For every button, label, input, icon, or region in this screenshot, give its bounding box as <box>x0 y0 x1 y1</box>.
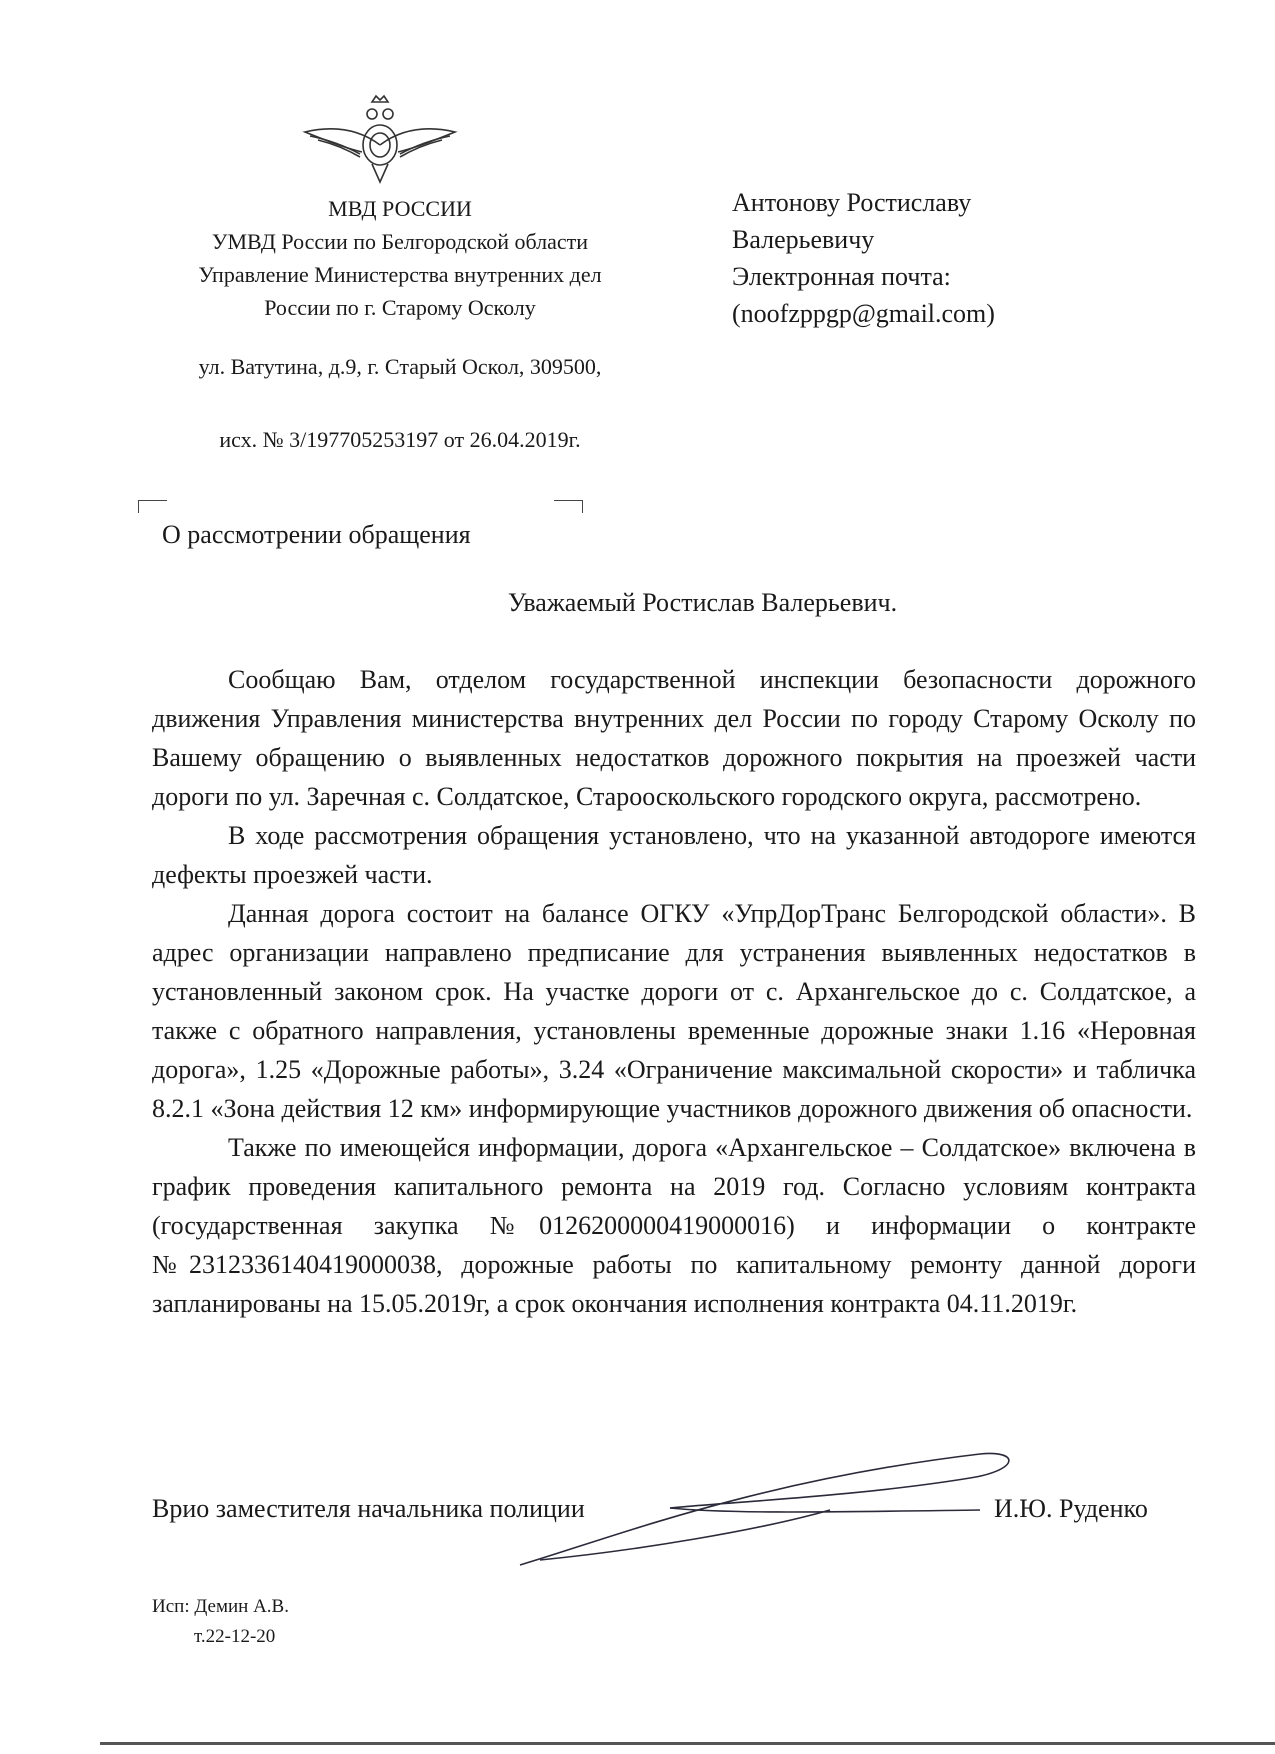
department-name: УМВД России по Белгородской области <box>211 229 589 254</box>
ministry-name: МВД РОССИИ <box>328 196 472 221</box>
office-name-line2: России по г. Старому Осколу <box>264 295 536 320</box>
office-name-line1: Управление Министерства внутренних дел <box>198 262 602 287</box>
body-paragraph: Данная дорога состоит на балансе ОГКУ «УпрДорТранс Белгородской области». В адрес организации направлено предписание для устранения выявленных недостатков в установленный законом срок. На участке дороги от с. Архангельское до с. Солдатское, а также с обратного направления, установлены временные дорожные знаки 1.16 «Неровная дорога», 1.25 «Дорожные работы», 3.24 «Ограничение максимальной скорости» и табличка 8.2.1 «Зона действия 12 км» информирующие участников дорожного движения об опасности. <box>152 899 1196 1123</box>
signatory-name: И.Ю. Руденко <box>994 1494 1148 1523</box>
recipient-name-line2: Валерьевичу <box>732 225 875 254</box>
body-paragraph: В ходе рассмотрения обращения установлено, что на указанной автодороге имеются дефекты проезжей части. <box>152 821 1196 889</box>
letter-body <box>152 660 1196 1323</box>
recipient-email-label: Электронная почта: <box>732 262 951 291</box>
body-paragraph: Сообщаю Вам, отделом государственной инспекции безопасности дорожного движения Управления министерства внутренних дел России по городу Старому Осколу по Вашему обращению о выявленных недостатков дорожного покрытия на проезжей части дороги по ул. Заречная с. Солдатское, Старооскольского городского округа, рассмотрено. <box>152 665 1196 811</box>
executor-phone: т.22-12-20 <box>194 1626 276 1647</box>
recipient-block <box>732 184 1232 332</box>
greeting: Уважаемый Ростислав Валерьевич. <box>507 588 898 617</box>
scan-edge-line <box>100 1742 1275 1745</box>
signatory-title: Врио заместителя начальника полиции <box>152 1494 585 1523</box>
sender-address: ул. Ватутина, д.9, г. Старый Оскол, 309500, <box>198 354 602 379</box>
subject-bracket-right <box>554 500 583 513</box>
outgoing-number: исх. № 3/197705253197 от 26.04.2019г. <box>219 427 581 452</box>
subject-bracket-left <box>138 500 167 513</box>
double-headed-eagle-emblem-icon <box>300 90 460 190</box>
recipient-name-line1: Антонову Ростиславу <box>732 188 972 217</box>
sender-block <box>120 192 680 456</box>
executor-name: Исп: Демин А.В. <box>152 1596 289 1617</box>
recipient-email: (noofzppgp@gmail.com) <box>732 299 995 328</box>
letter-subject: О рассмотрении обращения <box>162 520 471 549</box>
body-paragraph: Также по имеющейся информации, дорога «Архангельское – Солдатское» включена в график проведения капитального ремонта на 2019 год. Согласно условиям контракта (государственная закупка №0126200000419000016) и информации о контракте №2312336140419000038, дорожные работы по капитальному ремонту данной дороги запланированы на 15.05.2019г, а срок окончания исполнения контракта 04.11.2019г. <box>152 1133 1196 1318</box>
executor-block <box>152 1592 289 1652</box>
